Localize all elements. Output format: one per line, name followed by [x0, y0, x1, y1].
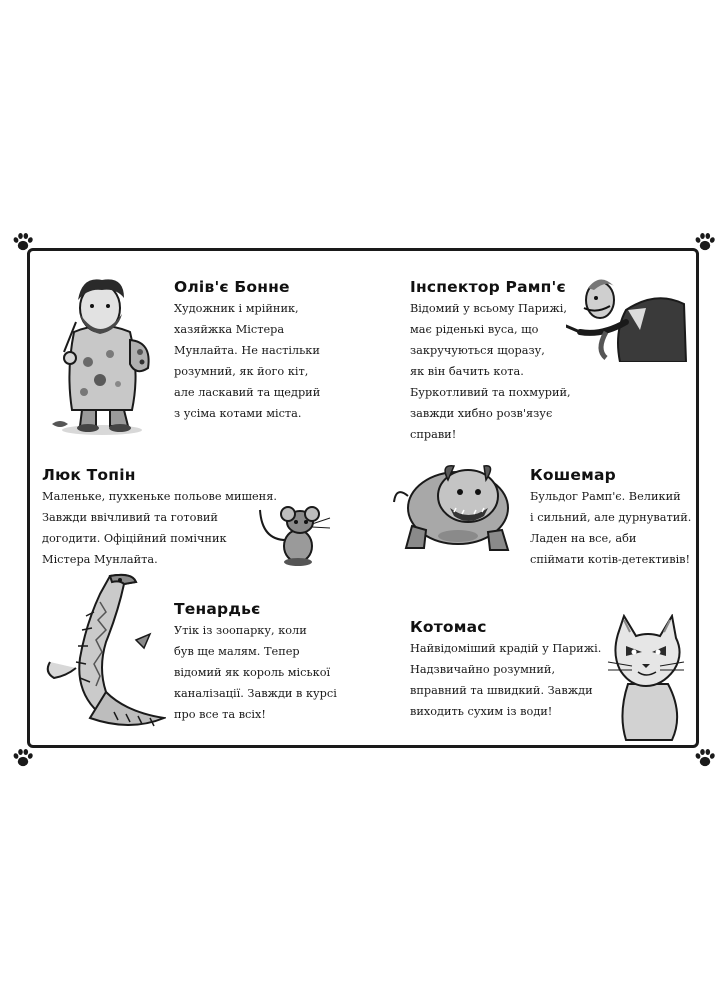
- painter-illustration: [44, 272, 162, 438]
- character-card-tenardie: [174, 600, 337, 725]
- character-description: Найвідоміший крадій у Парижі. Надзвичайно розумний, вправний та швидкий. Завжди виходить сухим із води!: [410, 642, 602, 718]
- character-description: Відомий у всьому Парижі, має ріденькі вуса, що закручуються щоразу, як він бачить кота. Буркотливий та похмурий, завжди хибно розв'язує справи!: [410, 302, 571, 441]
- character-name: Кошемар: [530, 466, 616, 484]
- character-description: Утік із зоопарку, коли був ще малям. Тепер відомий як король міської каналізації. Завжди в курсі про все та всіх!: [174, 624, 337, 721]
- character-card-kotomas: [410, 618, 601, 722]
- crocodile-illustration: [40, 572, 166, 736]
- character-card-inspector-rampe: [410, 278, 571, 445]
- character-card-olive-bonne: [174, 278, 320, 424]
- mouse-illustration: [256, 500, 336, 568]
- bulldog-illustration: [392, 456, 516, 556]
- character-name: Олів'є Бонне: [174, 278, 290, 296]
- character-name: Тенардьє: [174, 600, 261, 618]
- paw-print-icon: [694, 747, 716, 769]
- paw-print-icon: [12, 231, 34, 253]
- character-card-luc-topin: [42, 466, 277, 570]
- paw-print-icon: [694, 231, 716, 253]
- cat-illustration: [598, 614, 692, 742]
- character-name: Люк Топін: [42, 466, 136, 484]
- inspector-illustration: [566, 270, 688, 362]
- character-description: Бульдог Рамп'є. Великий і сильний, але дурнуватий. Ладен на все, аби спіймати котів-детективів!: [530, 490, 692, 566]
- character-description: Маленьке, пухкеньке польове мишеня. Завжди ввічливий та готовий догодити. Офіційний помічник Містера Мунлайта.: [42, 490, 277, 566]
- character-name: Інспектор Рамп'є: [410, 278, 566, 296]
- character-card-koshemar: [530, 466, 691, 570]
- character-description: Художник і мрійник, хазяйжка Містера Мунлайта. Не настільки розумний, як його кіт, але ласкавий та щедрий з усіма котами міста.: [174, 302, 321, 420]
- paw-print-icon: [12, 747, 34, 769]
- character-name: Котомас: [410, 618, 487, 636]
